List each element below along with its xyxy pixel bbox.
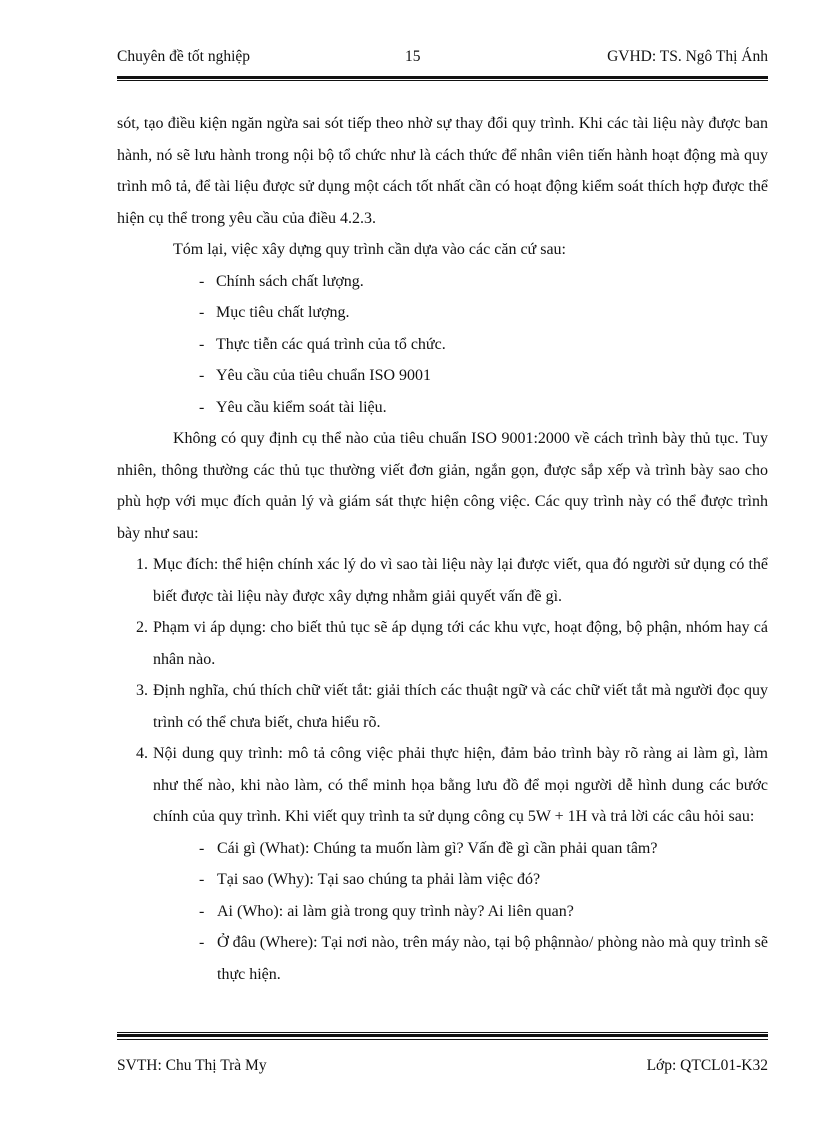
list-item-text: Mục tiêu chất lượng. <box>216 304 350 321</box>
numbered-item <box>117 738 768 990</box>
dash-bullet: - <box>199 902 205 920</box>
list-item <box>117 329 768 361</box>
dash-bullet: - <box>199 272 205 290</box>
questions-list <box>153 833 768 991</box>
numbered-item-text: Mục đích: thể hiện chính xác lý do vì sao tài liệu này lại được viết, qua đó người sử dụng có thể biết được tài liệu này được xây dựng nhằm giải quyết vấn đề gì. <box>153 556 768 605</box>
paragraph: sót, tạo điều kiện ngăn ngừa sai sót tiếp theo nhờ sự thay đổi quy trình. Khi các tài liệu này được ban hành, nó sẽ lưu hành trong nội bộ tổ chức như là cách thức để nhân viên tiến hành hoạt động mà quy trình mô tả, để tài liệu được sử dụng một cách tốt nhất cần có hoạt động kiểm soát thích hợp được thể hiện cụ thể trong yêu cầu của điều 4.2.3. <box>117 115 768 227</box>
numbered-item <box>117 675 768 738</box>
list-item-text: Thực tiễn các quá trình của tổ chức. <box>216 335 446 353</box>
footer-rule-thick <box>117 1034 768 1037</box>
header-title: Chuyên đề tốt nghiệp <box>117 48 251 65</box>
list-item-text: Tại sao (Why): Tại sao chúng ta phải làm việc đó? <box>217 871 541 888</box>
dash-bullet: - <box>199 839 205 857</box>
footer-class: Lớp: QTCL01-K32 <box>646 1057 768 1074</box>
header-rule-thin <box>117 80 768 81</box>
dash-bullet: - <box>199 304 205 321</box>
page-header <box>117 48 768 70</box>
footer-rule-thin <box>117 1032 768 1033</box>
page-content <box>117 108 768 990</box>
item-number: 2. <box>136 619 148 636</box>
footer-rule-thin <box>117 1039 768 1040</box>
page-number: 15 <box>405 48 421 65</box>
list-item <box>153 896 768 928</box>
numbered-item-text: Nội dung quy trình: mô tả công việc phải thực hiện, đảm bảo trình bày rõ ràng ai làm gì, làm như thế nào, khi nào làm, có thể minh họa bằng lưu đồ để mọi người dễ hình dung các bước chính của quy trình. Khi viết quy trình ta sử dụng công cụ 5W + 1H và trả lời các câu hỏi sau: <box>153 745 768 825</box>
numbered-item <box>117 549 768 612</box>
list-item-text: Yêu cầu kiểm soát tài liệu. <box>216 398 387 416</box>
dash-bullet: - <box>199 367 205 384</box>
dash-bullet: - <box>199 871 205 888</box>
item-number: 3. <box>136 682 148 699</box>
dash-bullet: - <box>199 335 205 353</box>
numbered-item-text: Phạm vi áp dụng: cho biết thủ tục sẽ áp dụng tới các khu vực, hoạt động, bộ phận, nhóm hay cá nhân nào. <box>153 619 768 668</box>
item-number: 4. <box>136 745 148 762</box>
bases-list <box>117 266 768 424</box>
footer-student: SVTH: Chu Thị Trà My <box>117 1057 267 1074</box>
list-item-text: Cái gì (What): Chúng ta muốn làm gì? Vấn đề gì cần phải quan tâm? <box>217 839 658 857</box>
list-item-text: Chính sách chất lượng. <box>216 272 364 290</box>
list-item <box>153 927 768 990</box>
list-item <box>117 360 768 392</box>
procedure-structure-list <box>117 549 768 990</box>
item-number: 1. <box>136 556 148 573</box>
list-item-text: Yêu cầu của tiêu chuẩn ISO 9001 <box>216 367 432 384</box>
header-advisor: GVHD: TS. Ngô Thị Ánh <box>607 48 768 65</box>
list-item <box>117 392 768 424</box>
list-item <box>153 864 768 896</box>
list-item-text: Ai (Who): ai làm già trong quy trình này? Ai liên quan? <box>217 902 574 920</box>
list-item <box>153 833 768 865</box>
numbered-item <box>117 612 768 675</box>
paragraph: Không có quy định cụ thể nào của tiêu chuẩn ISO 9001:2000 về cách trình bày thủ tục. Tuy nhiên, thông thường các thủ tục thường viết đơn giản, ngắn gọn, được sắp xếp và trình bày sao cho phù hợp với mục đích quản lý và giám sát thực hiện công việc. Các quy trình này có thể được trình bày như sau: <box>117 430 768 542</box>
dash-bullet: - <box>199 398 205 416</box>
numbered-item-text: Định nghĩa, chú thích chữ viết tắt: giải thích các thuật ngữ và các chữ viết tắt mà người đọc quy trình có thể chưa biết, chưa hiểu rõ. <box>153 682 768 731</box>
list-item-text: Ở đâu (Where): Tại nơi nào, trên máy nào, tại bộ phậnnào/ phòng nào mà quy trình sẽ thực hiện. <box>217 934 768 983</box>
list-item <box>117 266 768 298</box>
list-item <box>117 297 768 329</box>
page-footer <box>117 1057 768 1079</box>
dash-bullet: - <box>199 934 205 951</box>
paragraph: Tóm lại, việc xây dựng quy trình cần dựa vào các căn cứ sau: <box>173 241 566 258</box>
header-rule-thick <box>117 76 768 79</box>
